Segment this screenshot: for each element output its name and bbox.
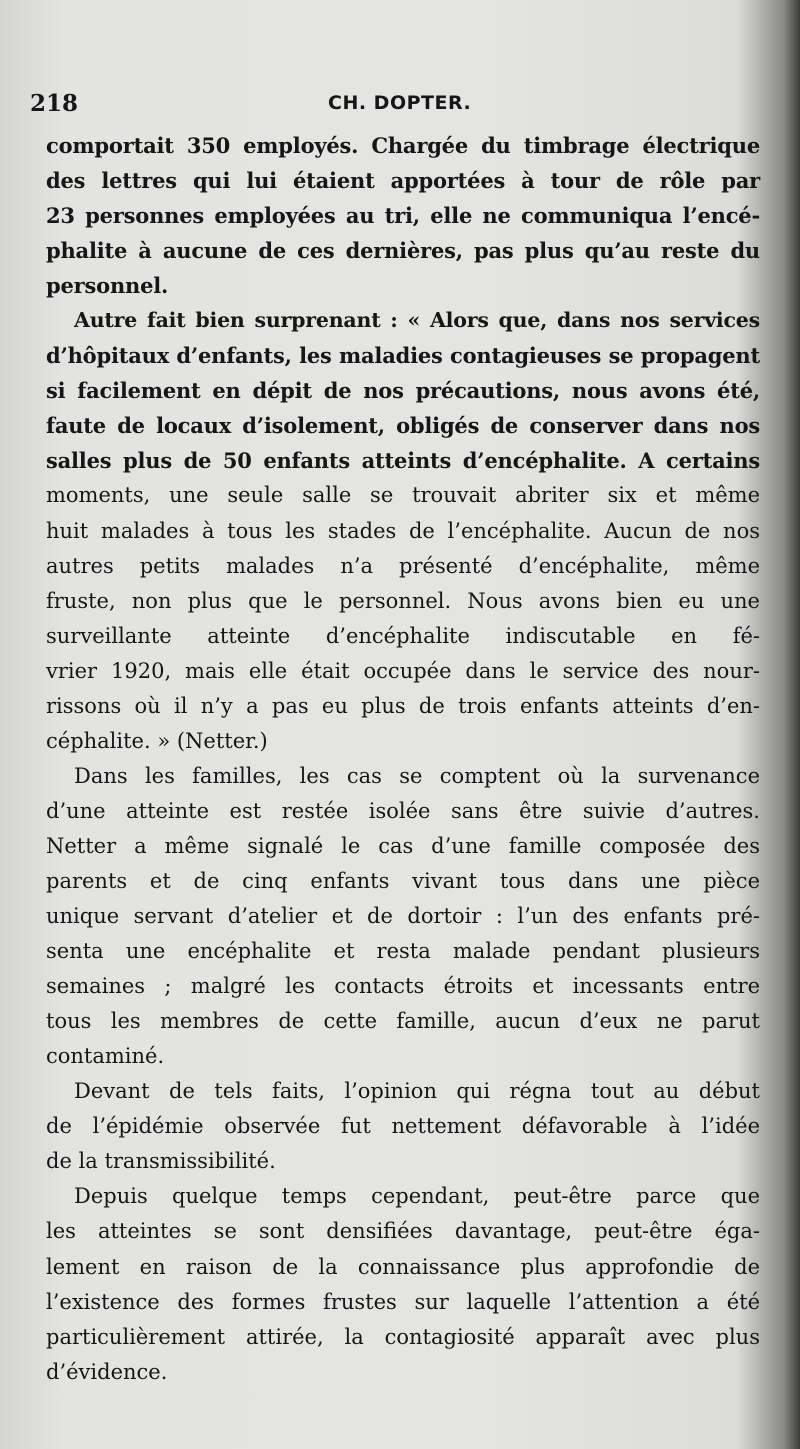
text-line: surveillante atteinte d’encéphalite indiscutable en fé- [46,623,760,648]
text-line: 23 personnes employées au tri, elle ne communiqua l’encé- [46,203,760,229]
text-line: autres petits malades n’a présenté d’encéphalite, même [46,553,760,578]
text-line: d’une atteinte est restée isolée sans être suivie d’autres. [46,798,760,823]
text-line: moments, une seule salle se trouvait abriter six et même [46,483,760,508]
text-line: senta une encéphalite et resta malade pendant plusieurs [46,939,760,964]
text-line: rissons où il n’y a pas eu plus de trois enfants atteints d’en- [46,693,760,718]
text-line: parents et de cinq enfants vivant tous dans une pièce [46,868,760,893]
text-line: tous les membres de cette famille, aucun d’eux ne parut [46,1009,760,1034]
text-line: céphalite. » (Netter.) [46,728,268,753]
text-line: Devant de tels faits, l’opinion qui régna tout au début [74,1079,760,1104]
text-line: lement en raison de la connaissance plus approfondie de [46,1254,760,1279]
text-line: les atteintes se sont densifiées davantage, peut-être éga- [46,1219,760,1244]
text-line: phalite à aucune de ces dernières, pas plus qu’au reste du [46,238,760,264]
body-text [46,128,760,1390]
text-line: d’hôpitaux d’enfants, les maladies contagieuses se propagent [46,343,760,369]
text-line: salles plus de 50 enfants atteints d’encéphalite. A certains [46,448,760,474]
text-line: semaines ; malgré les contacts étroits et incessants entre [46,974,760,999]
text-line: Depuis quelque temps cependant, peut-être parce que [74,1184,760,1209]
page-number: 218 [30,90,79,117]
text-line: contaminé. [46,1044,165,1069]
text-line: particulièrement attirée, la contagiosité apparaît avec plus [46,1324,760,1349]
text-line: fruste, non plus que le personnel. Nous avons bien eu une [46,588,760,613]
text-line: Netter a même signalé le cas d’une famille composée des [46,833,760,858]
text-line: vrier 1920, mais elle était occupée dans le service des nour- [46,658,760,683]
text-line: personnel. [46,273,169,299]
text-line: de la transmissibilité. [46,1149,276,1174]
text-line: Autre fait bien surprenant : « Alors que, dans nos services [74,308,760,333]
text-line: comportait 350 employés. Chargée du timbrage électrique [46,133,760,158]
text-line: Dans les familles, les cas se comptent où la survenance [74,763,760,788]
page-header [30,90,760,120]
text-line: si facilement en dépit de nos précautions, nous avons été, [46,378,760,404]
text-line: huit malades à tous les stades de l’encéphalite. Aucun de nos [46,518,760,543]
text-line: d’évidence. [46,1359,168,1384]
text-line: unique servant d’atelier et de dortoir : l’un des enfants pré- [46,904,760,929]
text-line: l’existence des formes frustes sur laquelle l’attention a été [46,1289,760,1314]
text-line: faute de locaux d’isolement, obligés de conserver dans nos [46,413,760,439]
text-line: de l’épidémie observée fut nettement défavorable à l’idée [46,1114,760,1139]
text-line: des lettres qui lui étaient apportées à tour de rôle par [46,168,760,194]
running-title: CH. DOPTER. [328,92,472,114]
